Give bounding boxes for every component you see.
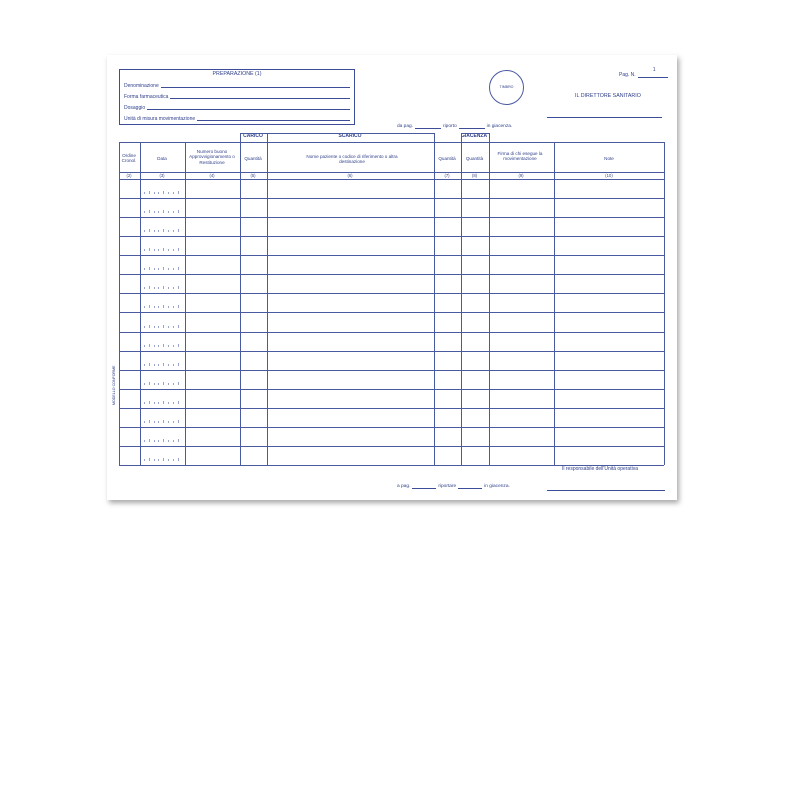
table-row-divider [119, 332, 664, 333]
col-number: (7) [444, 173, 450, 178]
preparazione-box [119, 69, 355, 125]
column-divider [554, 142, 555, 465]
col-number: (5) [250, 173, 256, 178]
a-pag-blank[interactable] [412, 484, 436, 489]
table-row-divider [119, 236, 664, 237]
table-row-divider [119, 389, 664, 390]
table-row-divider [119, 446, 664, 447]
col-number: (3) [159, 173, 165, 178]
col-header-quantita-carico: Quantità [244, 156, 262, 161]
column-divider [461, 142, 462, 465]
responsabile-signature-line[interactable] [547, 490, 665, 491]
table-bottom-border [119, 465, 664, 466]
group-box-top [267, 133, 434, 134]
group-box-side [461, 133, 462, 142]
table-row-divider [119, 312, 664, 313]
group-box-side [240, 133, 241, 142]
table-row-divider [119, 370, 664, 371]
col-number: (9) [518, 173, 524, 178]
carico-group-label: CARICO [243, 133, 263, 139]
direttore-label: IL DIRETTORE SANITARIO [575, 93, 641, 99]
table-top-border [119, 142, 664, 143]
bottom-riporto-row: a pag. riportare in giacenza. [397, 484, 510, 489]
col-header-numero-buono: Numero buono Approvvigionamento o Restituzione [189, 149, 235, 165]
col-number: (4) [209, 173, 215, 178]
column-divider [664, 142, 665, 465]
column-divider [267, 142, 268, 465]
page-number [619, 67, 668, 78]
forma-farmaceutica-field[interactable]: Forma farmaceutica [124, 91, 350, 100]
giacenza-group-label: GIACENZA [460, 133, 488, 139]
vertical-note: MODELLO CONFORME [112, 365, 116, 405]
dosaggio-field[interactable]: Dosaggio [124, 102, 350, 111]
denominazione-field[interactable]: Denominazione [124, 80, 350, 89]
riporto-blank[interactable] [459, 124, 485, 129]
unita-misura-field[interactable]: Unità di misura movimentazione [124, 113, 350, 122]
top-riporto-row: da pag. riporto in giacenza. [397, 124, 513, 129]
table-row-divider [119, 408, 664, 409]
col-number: (6) [347, 173, 353, 178]
da-pag-blank[interactable] [415, 124, 441, 129]
column-divider [240, 142, 241, 465]
register-sheet [107, 55, 677, 500]
table-row-divider [119, 255, 664, 256]
column-divider [140, 142, 141, 465]
col-number: (2) [126, 173, 132, 178]
col-number: (10) [605, 173, 613, 178]
riportare-blank[interactable] [458, 484, 482, 489]
col-number: (8) [471, 173, 478, 178]
scarico-group-label: SCARICO [338, 133, 362, 139]
col-header-ordine: Ordine Cronol. [121, 153, 137, 164]
column-divider [434, 142, 435, 465]
column-divider [119, 142, 120, 465]
group-box-side [267, 133, 268, 142]
table-row-divider [119, 293, 664, 294]
stamp-label: TIMBRO [499, 84, 514, 89]
responsabile-label: Il responsabile dell'Unità operativa [562, 466, 638, 472]
group-box-side [434, 133, 435, 142]
col-header-firma: Firma di chi esegue la movimentazione [497, 151, 543, 162]
table-row-divider [119, 217, 664, 218]
preparazione-title: PREPARAZIONE (1) [212, 71, 262, 77]
col-header-data: Data [157, 156, 167, 161]
col-header-quantita-scarico: Quantità [438, 156, 456, 161]
group-box-side [489, 133, 490, 142]
table-row-divider [119, 198, 664, 199]
stamp-circle [489, 70, 524, 105]
col-header-quantita-giacenza: Quantità [465, 156, 484, 161]
table-row-divider [119, 427, 664, 428]
col-header-note: Note [604, 156, 614, 161]
direttore-signature-line[interactable] [547, 117, 662, 118]
page-number-value: 1 [652, 67, 656, 73]
group-box-top [461, 133, 489, 134]
page-label: Pag. N. [619, 71, 636, 78]
column-divider [185, 142, 186, 465]
table-row-divider [119, 351, 664, 352]
body-top-border [119, 179, 664, 180]
table-row-divider [119, 274, 664, 275]
column-divider [489, 142, 490, 465]
group-box-top [240, 133, 267, 134]
header-separator [119, 172, 664, 173]
col-header-nome-paziente: Nome paziente o codice di riferimento o altra destinazione [306, 154, 398, 165]
